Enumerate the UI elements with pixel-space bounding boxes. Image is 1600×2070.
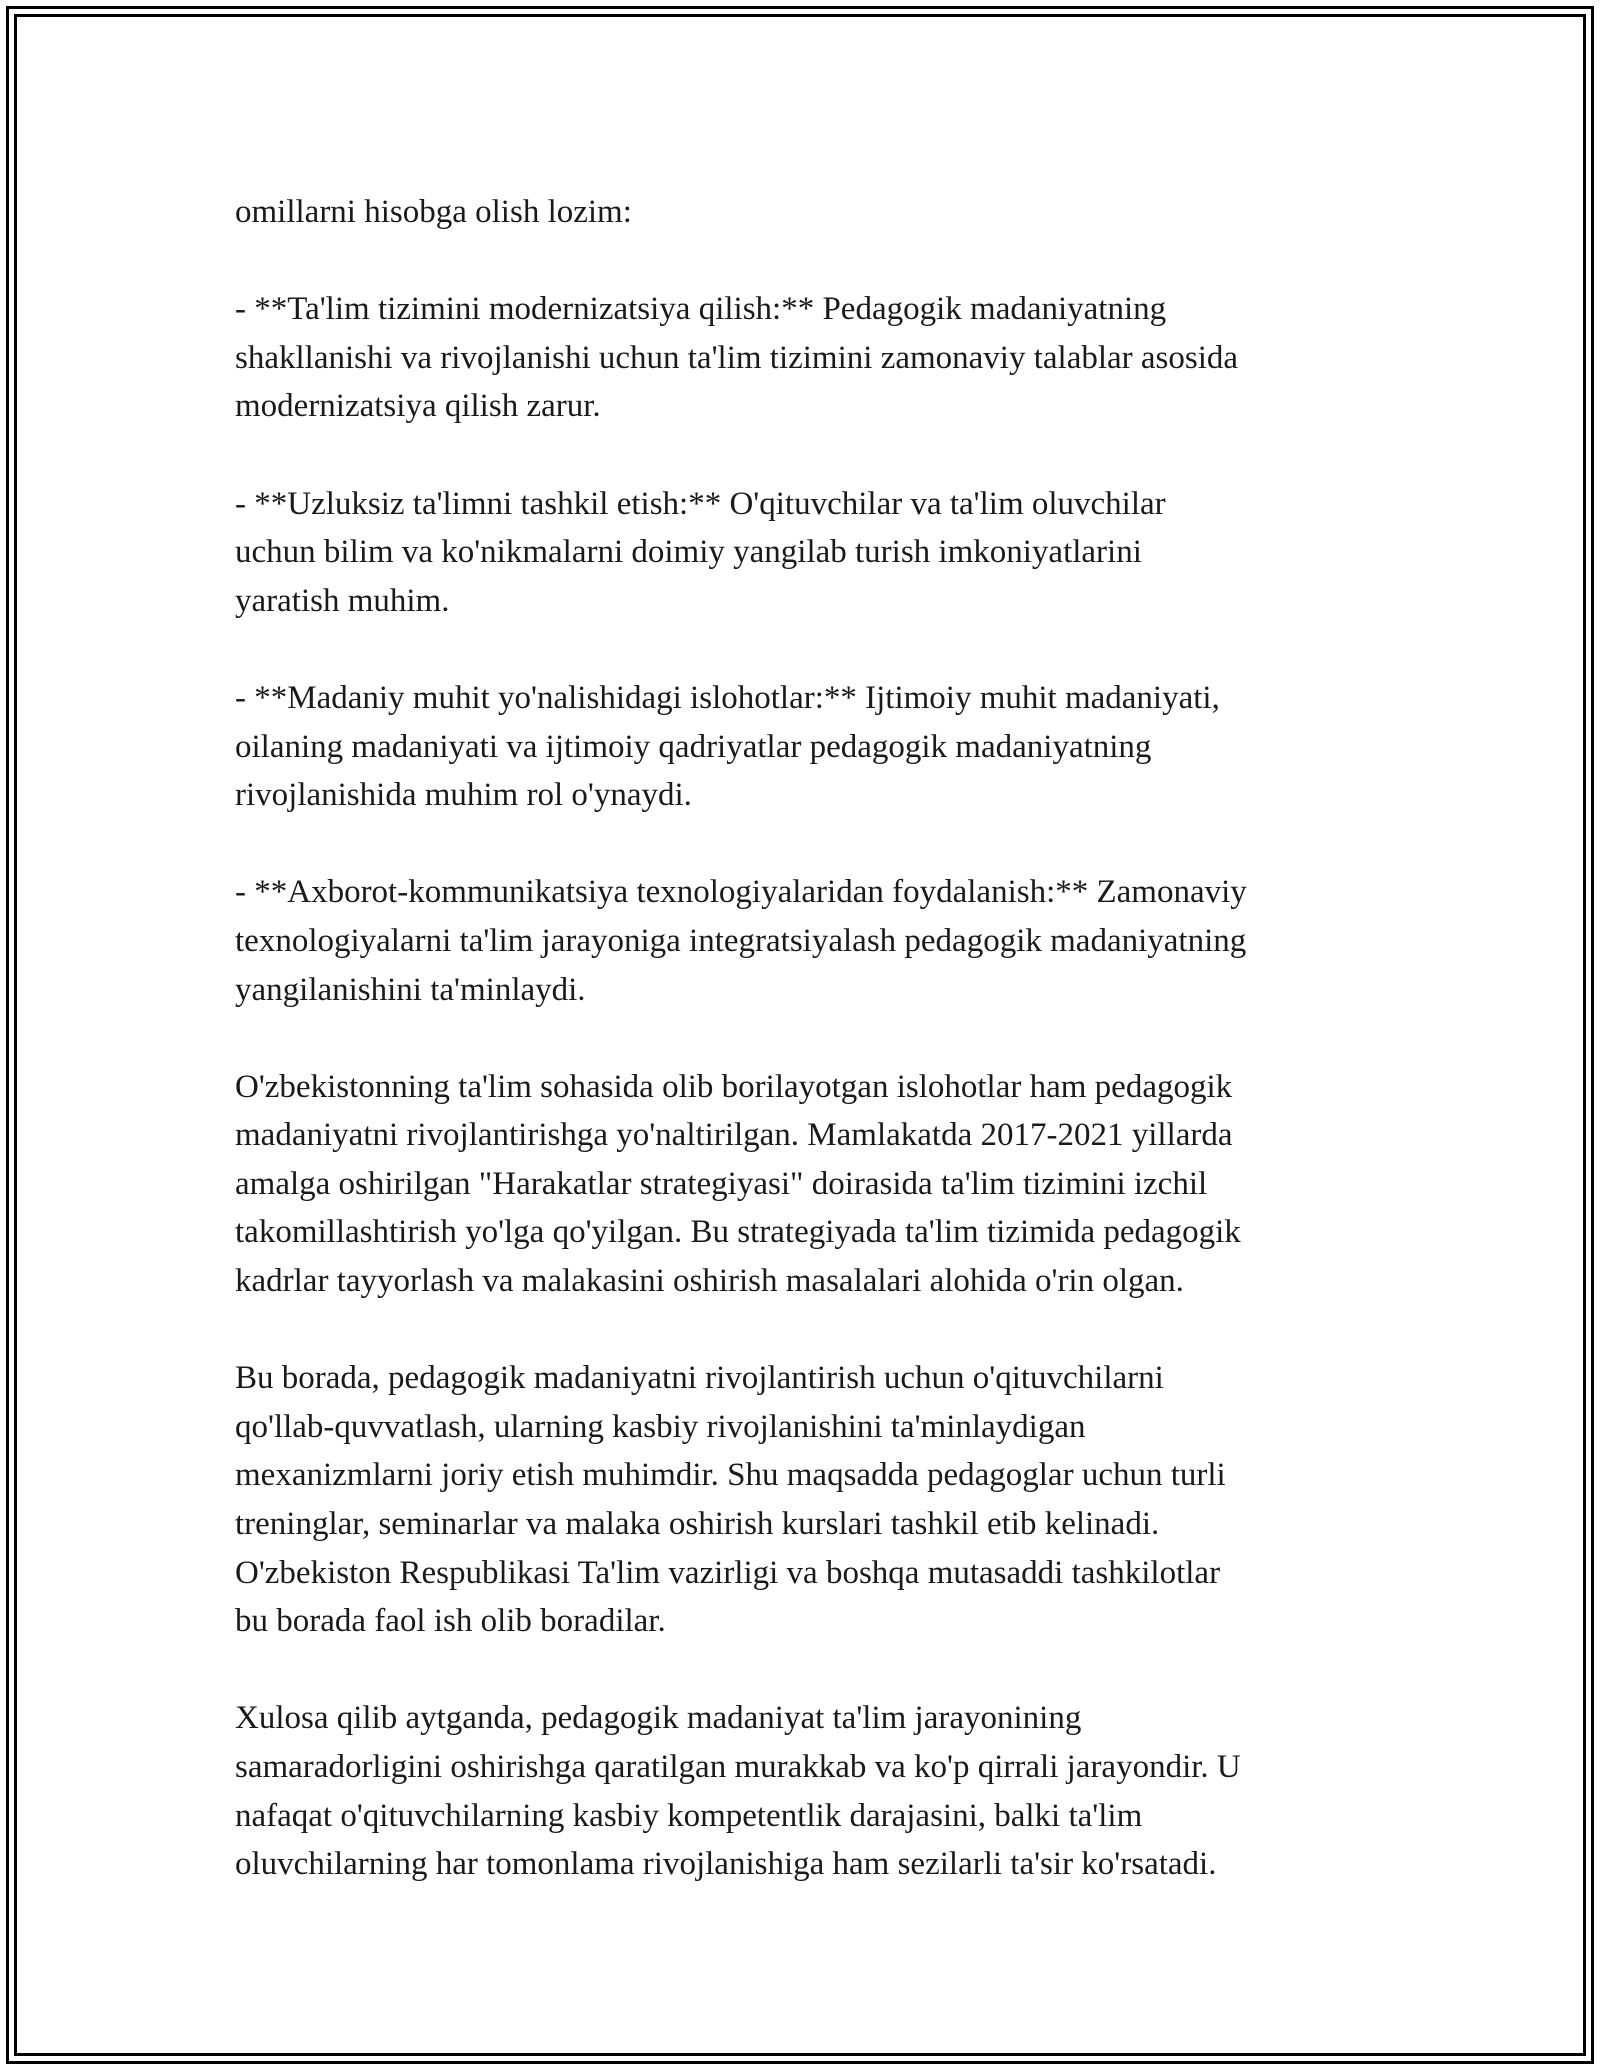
paragraph-reforms: O'zbekistonning ta'lim sohasida olib borilayotgan islohotlar ham pedagogik madaniyatni rivojlantirishga yo'naltirilgan. Mamlakatda 2017-2021 yillarda amalga oshirilgan "Harakatlar strategiyasi" doirasida ta'lim tizimini izchil takomillashtirish yo'lga qo'yilgan. Bu strategiyada ta'lim tizimida pedagogik kadrlar tayyorlash va malakasini oshirish masalalari alohida o'rin olgan. bbox=[235, 1068, 1241, 1300]
list-item-ict-usage: - **Axborot-kommunikatsiya texnologiyalaridan foydalanish:** Zamonaviy texnologiyalarni ta'lim jarayoniga integratsiyalash pedagogik madaniyatning yangilanishini ta'minlaydi. bbox=[235, 874, 1247, 1008]
paragraph-teacher-support: Bu borada, pedagogik madaniyatni rivojlantirish uchun o'qituvchilarni qo'llab-quvvatlash, ularning kasbiy rivojlanishini ta'minlaydigan mexanizmlarni joriy etish muhimdir. Shu maqsadda pedagoglar uchun turli treninglar, seminarlar va malaka oshirish kurslari tashkil etib kelinadi. O'zbekiston Respublikasi Ta'lim vazirligi va boshqa mutasaddi tashkilotlar bu borada faol ish olib boradilar. bbox=[235, 1360, 1226, 1640]
paragraph-conclusion: Xulosa qilib aytganda, pedagogik madaniyat ta'lim jarayonining samaradorligini oshirishga qaratilgan murakkab va ko'p qirrali jarayondir. U nafaqat o'qituvchilarning kasbiy kompetentlik darajasini, balki ta'lim oluvchilarning har tomonlama rivojlanishiga ham sezilarli ta'sir ko'rsatadi. bbox=[235, 1700, 1241, 1883]
list-item-continuous-education: - **Uzluksiz ta'limni tashkil etish:** O'qituvchilar va ta'lim oluvchilar uchun bilim va ko'nikmalarni doimiy yangilab turish imkoniyatlarini yaratish muhim. bbox=[235, 485, 1166, 619]
list-item-modernization: - **Ta'lim tizimini modernizatsiya qilish:** Pedagogik madaniyatning shakllanishi va rivojlanishi uchun ta'lim tizimini zamonaviy talablar asosida modernizatsiya qilish zarur. bbox=[235, 291, 1239, 425]
intro-line: omillarni hisobga olish lozim: bbox=[235, 194, 632, 230]
document-body bbox=[235, 188, 1375, 1889]
list-item-cultural-reforms: - **Madaniy muhit yo'nalishidagi islohotlar:** Ijtimoiy muhit madaniyati, oilaning madaniyati va ijtimoiy qadriyatlar pedagogik madaniyatning rivojlanishida muhim rol o'ynaydi. bbox=[235, 679, 1220, 814]
